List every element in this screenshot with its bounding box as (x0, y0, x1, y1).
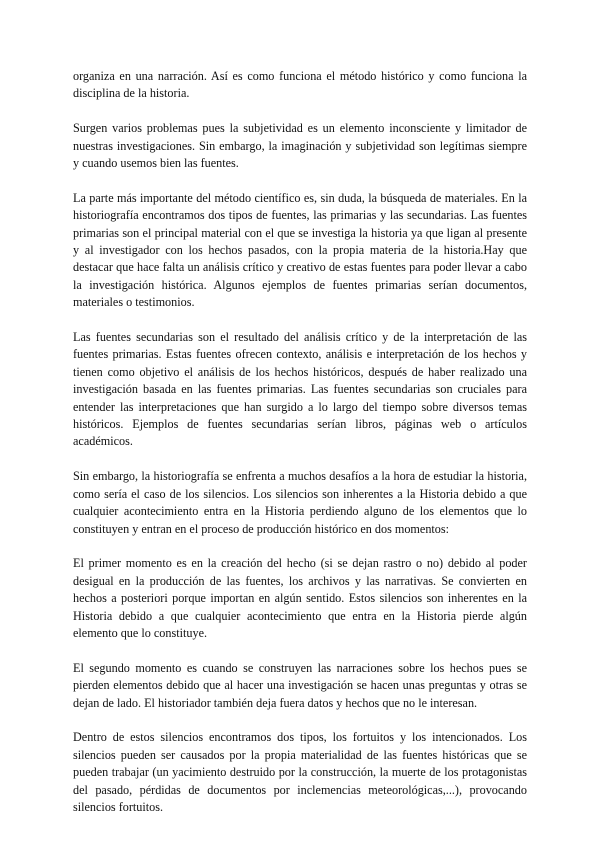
document-body (73, 68, 527, 834)
paragraph-1: organiza en una narración. Así es como funciona el método histórico y como funciona la disciplina de la historia. (73, 69, 527, 101)
paragraph-6: El primer momento es en la creación del hecho (si se dejan rastro o no) debido al poder desigual en la producción de las fuentes, los archivos y las narrativas. Se convierten en hechos a posteriori porque importan en algún sentido. Estos silencios son inherentes en la Historia debido a que cualquier acontecimiento que entra en la Historia pierde algún elemento que lo constituye. (73, 556, 527, 640)
paragraph-4: Las fuentes secundarias son el resultado del análisis crítico y de la interpretación de las fuentes primarias. Estas fuentes ofrecen contexto, análisis e interpretación de los hechos y tienen como objetivo el análisis de los hechos históricos, después de haber realizado una investigación basada en las fuentes primarias. Las fuentes secundarias son cruciales para entender las interpretaciones que han surgido a lo largo del tiempo sobre diversos temas históricos. Ejemplos de fuentes secundarias serían libros, páginas web o artículos académicos. (73, 330, 527, 449)
paragraph-3: La parte más importante del método científico es, sin duda, la búsqueda de materiales. En la historiografía encontramos dos tipos de fuentes, las primarias y las secundarias. Las fuentes primarias son el principal material con el que se investiga la historia ya que ligan al presente y al investigador con los hechos pasados, con la propia materia de la historia.Hay que destacar que hace falta un análisis crítico y creativo de estas fuentes para poder llevar a cabo la investigación histórica. Algunos ejemplos de fuentes primarias serían documentos, materiales o testimonios. (73, 190, 527, 310)
paragraph-7: El segundo momento es cuando se construyen las narraciones sobre los hechos pues se pierden elementos debido que al hacer una investigación se hacen unas preguntas y otras se dejan de lado. El historiador también deja fuera datos y hechos que no le interesan. (73, 660, 527, 710)
paragraph-5: Sin embargo, la historiografía se enfrenta a muchos desafíos a la hora de estudiar la historia, como sería el caso de los silencios. Los silencios son inherentes a la Historia debido a que cualquier acontecimiento entra en la Historia perdiendo alguno de los elementos que lo constituyen y entran en el proceso de producción histórico en dos momentos: (73, 469, 527, 536)
paragraph-8: Dentro de estos silencios encontramos dos tipos, los fortuitos y los intencionados. Los silencios pueden ser causados por la propia materialidad de las fuentes históricas que se pueden trabajar (un yacimiento destruido por la construcción, la muerte de los protagonistas del pasado, pérdidas de documentos por inclemencias meteorológicas,...), provocando silencios fortuitos. (73, 730, 527, 814)
paragraph-2: Surgen varios problemas pues la subjetividad es un elemento inconsciente y limitador de nuestras investigaciones. Sin embargo, la imaginación y subjetividad son legítimas siempre y cuando usemos bien las fuentes. (73, 121, 527, 171)
